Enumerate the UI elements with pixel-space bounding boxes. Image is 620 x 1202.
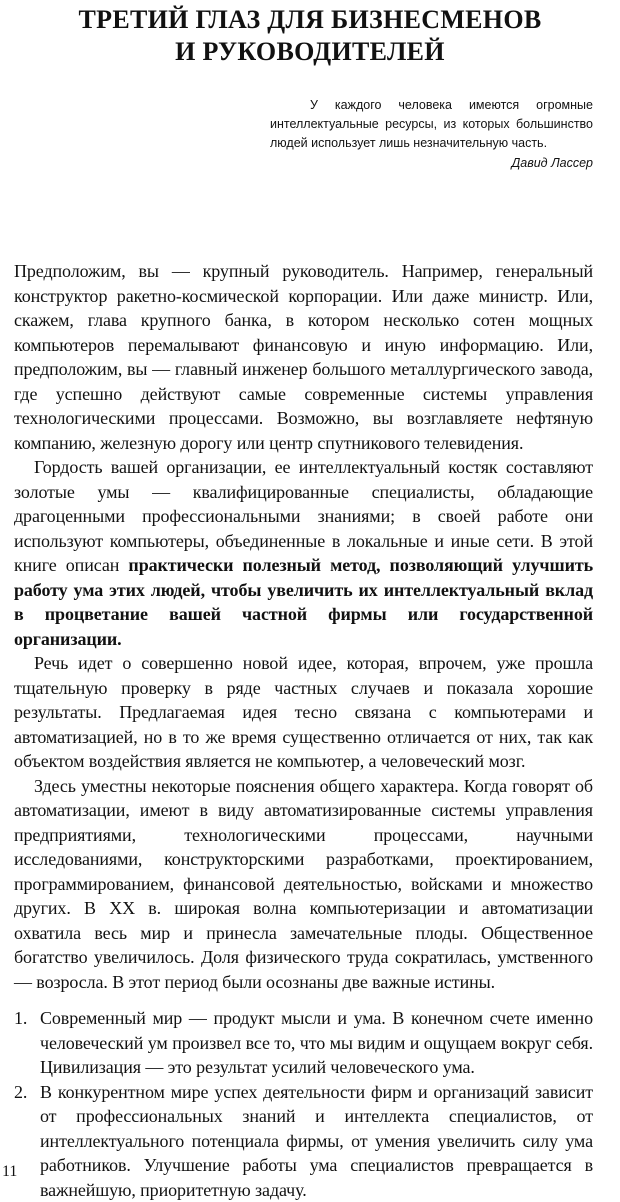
chapter-title — [0, 4, 620, 68]
paragraph-2-bold: практически полезный метод, позволяющий улучшить работу ума этих людей, чтобы увеличить их интеллектуальный вклад в процветание вашей частной фирмы или государственной организации. — [14, 555, 593, 649]
paragraph-4: Здесь уместны некоторые пояснения общего характера. Когда говорят об автоматизации, имеют в виду автоматизированные системы управления предприятиями, технологическими процессами, научными исследованиями, конструкторскими разработками, проектированием, программированием, финансовой деятельностью, войсками и множество других. В XX в. широкая волна компьютеризации и автоматизации охватила весь мир и принесла замечательные плоды. Общественное богатство увеличилось. Доля физического труда сократилась, умственного — возросла. В этот период были осознаны две важные истины. — [14, 774, 593, 995]
list-item-text: Современный мир — продукт мысли и ума. В конечном счете именно человеческий ум произвел все то, что мы видим и ощущаем вокруг себя. Цивилизация — это результат усилий человеческого ума. — [40, 1008, 593, 1077]
numbered-list — [14, 1006, 593, 1202]
list-item — [14, 1006, 593, 1080]
chapter-title-line-2: И РУКОВОДИТЕЛЕЙ — [0, 36, 620, 68]
epigraph-author: Давид Лассер — [511, 154, 593, 173]
list-item-number: 1. — [14, 1006, 27, 1031]
page-number: 11 — [2, 1162, 17, 1182]
paragraph-3: Речь идет о совершенно новой идее, которая, впрочем, уже прошла тщательную проверку в ряде частных случаев и показала хорошие результаты. Предлагаемая идея тесно связана с компьютерами и автоматизацией, но в то же время существенно отличается от них, так как объектом воздействия является не компьютер, а человеческий мозг. — [14, 651, 593, 774]
epigraph-text: У каждого человека имеются огромные интеллектуальные ресурсы, из которых большинство людей использует лишь незначительную часть. — [270, 96, 593, 153]
chapter-title-line-1: ТРЕТИЙ ГЛАЗ ДЛЯ БИЗНЕСМЕНОВ — [0, 4, 620, 36]
body-text — [14, 259, 593, 1202]
paragraph-2-text: Гордость вашей организации, ее интеллектуальный костяк составляют золотые умы — квалифицированные специалисты, обладающие драгоценными профессиональными знаниями; в своей работе они используют компьютеры, объединенные в локальные и иные сети. В этой книге описан — [14, 457, 593, 575]
paragraph-1: Предположим, вы — крупный руководитель. Например, генеральный конструктор ракетно-космической корпорации. Или даже министр. Или, скажем, глава крупного банка, в котором несколько сотен мощных компьютеров перемалывают финансовую и иную информацию. Или, предположим, вы — главный инженер большого металлургического завода, где успешно действуют самые современные системы управления технологическими процессами. Возможно, вы возглавляете нефтяную компанию, железную дорогу или центр спутникового телевидения. — [14, 259, 593, 455]
list-item-number: 2. — [14, 1080, 27, 1105]
list-item-text: В конкурентном мире успех деятельности фирм и организаций зависит от профессиональных знаний и интеллекта специалистов, от интеллектуального потенциала фирмы, от умения увеличить силу ума работников. Улучшение работы ума специалистов превращается в важнейшую, приоритетную задачу. — [40, 1082, 593, 1200]
paragraph-2 — [14, 455, 593, 651]
list-item — [14, 1080, 593, 1202]
